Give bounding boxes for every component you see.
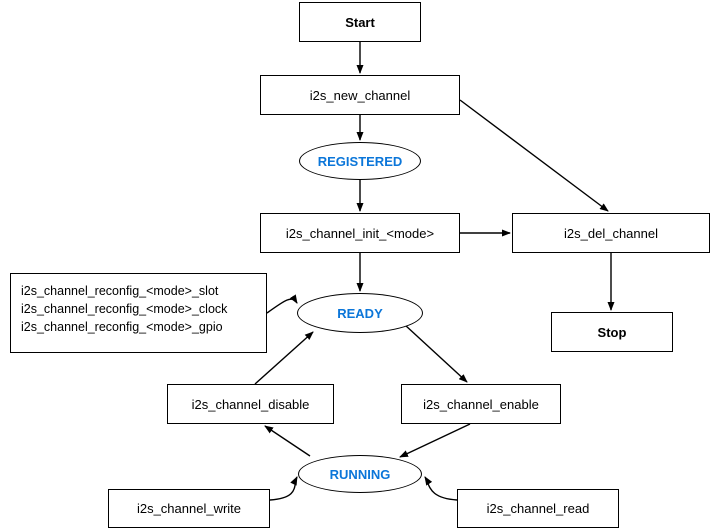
node-running-label: RUNNING [329, 466, 391, 482]
node-write-label: i2s_channel_write [136, 501, 242, 516]
node-ready-label: READY [337, 305, 383, 321]
node-running[interactable] [298, 455, 422, 493]
node-stop-label: Stop [597, 324, 627, 340]
edge-enable-to-running [400, 424, 470, 457]
node-enable[interactable] [401, 384, 561, 424]
node-new[interactable] [260, 75, 460, 115]
node-registered-label: REGISTERED [317, 153, 403, 169]
node-del[interactable] [512, 213, 710, 253]
node-stop[interactable] [551, 312, 673, 352]
edge-new-to-del [460, 100, 608, 211]
node-write[interactable] [108, 489, 270, 528]
node-init-label: i2s_channel_init_<mode> [285, 225, 435, 241]
edge-reconfig-to-ready [267, 299, 297, 313]
node-read-label: i2s_channel_read [486, 501, 590, 516]
node-reconfig-line: i2s_channel_reconfig_<mode>_gpio [21, 320, 223, 335]
node-reconfig-line: i2s_channel_reconfig_<mode>_slot [21, 284, 219, 298]
edge-read-to-running [425, 477, 457, 500]
node-ready[interactable] [297, 293, 423, 333]
node-disable[interactable] [167, 384, 334, 424]
node-registered[interactable] [299, 142, 421, 180]
node-read[interactable] [457, 489, 619, 528]
edge-ready-to-enable [405, 325, 467, 382]
node-enable-label: i2s_channel_enable [423, 396, 539, 412]
node-disable-label: i2s_channel_disable [191, 396, 310, 412]
node-reconfig-line: i2s_channel_reconfig_<mode>_clock [21, 302, 228, 317]
node-del-label: i2s_del_channel [564, 225, 658, 241]
node-start[interactable] [299, 2, 421, 42]
node-reconfig[interactable] [10, 273, 267, 353]
edge-write-to-running [270, 477, 297, 500]
node-init[interactable] [260, 213, 460, 253]
edge-running-to-disable [265, 426, 310, 456]
node-new-label: i2s_new_channel [309, 87, 411, 103]
node-start-label: Start [345, 14, 375, 30]
